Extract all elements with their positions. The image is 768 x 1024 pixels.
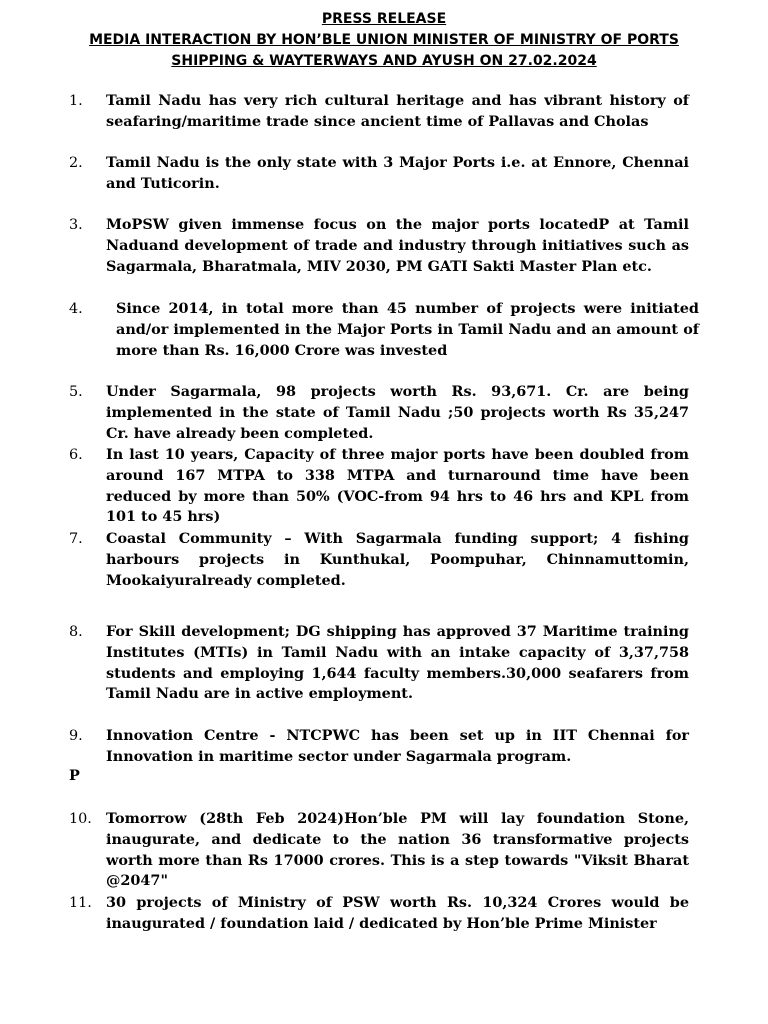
item-text: MoPSW given immense focus on the major ports locatedP at Tamil Naduand development of trade and industry through initiatives such as Sagarmala, Bharatmala, MIV 2030, PM GATI Sakti Master Plan etc. [106,216,689,275]
item-text: Coastal Community – With Sagarmala funding support; 4 fishing harbours projects in Kunthukal, Poompuhar, Chinnamuttomin, Mookaiyuralready completed. [106,530,689,589]
item-text: Tamil Nadu has very rich cultural heritage and has vibrant history of seafaring/maritime trade since ancient time of Pallavas and Cholas [106,92,689,130]
subtitle-line-1: MEDIA INTERACTION BY HON’BLE UNION MINISTER OF MINISTRY OF PORTS [89,32,679,48]
item-number: 9. [69,728,83,744]
list-item [69,299,699,361]
list-item [69,382,689,444]
item-text: Innovation Centre - NTCPWC has been set up in IIT Chennai for Innovation in maritime sector under Sagarmala program. [106,727,689,765]
item-number: 11. [69,895,92,911]
press-release-header [0,9,768,72]
item-number: 10. [69,811,92,827]
stray-letter-mark: P [69,767,80,784]
list-item [69,529,689,591]
subtitle-line-2: SHIPPING & WAYTERWAYS AND AYUSH ON 27.02.2024 [171,53,597,69]
page-title: PRESS RELEASE [321,11,447,27]
list-item [69,445,689,528]
item-number: 1. [69,93,83,109]
item-text: Tamil Nadu is the only state with 3 Major Ports i.e. at Ennore, Chennai and Tuticorin. [106,154,689,192]
item-text: 30 projects of Ministry of PSW worth Rs. 10,324 Crores would be inaugurated / foundation laid / dedicated by Hon’ble Prime Minister [106,894,689,932]
item-text: Since 2014, in total more than 45 number of projects were initiated and/or implemented in the Major Ports in Tamil Nadu and an amount of more than Rs. 16,000 Crore was invested [116,300,699,359]
item-number: 4. [69,301,83,317]
item-number: 5. [69,384,83,400]
item-number: 6. [69,447,83,463]
list-item [69,622,689,705]
item-text: Tomorrow (28th Feb 2024)Hon’ble PM will lay foundation Stone, inaugurate, and dedicate to the nation 36 transformative projects worth more than Rs 17000 crores. This is a step towards "Viksit Bharat @2047" [106,810,689,890]
item-text: Under Sagarmala, 98 projects worth Rs. 93,671. Cr. are being implemented in the state of Tamil Nadu ;50 projects worth Rs 35,247 Cr. have already been completed. [106,383,689,442]
list-item [69,809,689,892]
list-item [69,215,689,277]
item-number: 7. [69,531,83,547]
item-text: For Skill development; DG shipping has approved 37 Maritime training Institutes (MTIs) in Tamil Nadu with an intake capacity of 3,37,758 students and employing 1,644 faculty members.30,000 seafarers from Tamil Nadu are in active employment. [106,623,689,703]
item-number: 8. [69,624,83,640]
list-item [69,726,689,768]
item-number: 3. [69,217,83,233]
list-item [69,91,689,133]
item-number: 2. [69,155,83,171]
list-item [69,153,689,195]
item-text: In last 10 years, Capacity of three major ports have been doubled from around 167 MTPA to 338 MTPA and turnaround time have been reduced by more than 50% (VOC-from 94 hrs to 46 hrs and KPL from 101 to 45 hrs) [106,446,689,526]
list-item [69,893,689,935]
